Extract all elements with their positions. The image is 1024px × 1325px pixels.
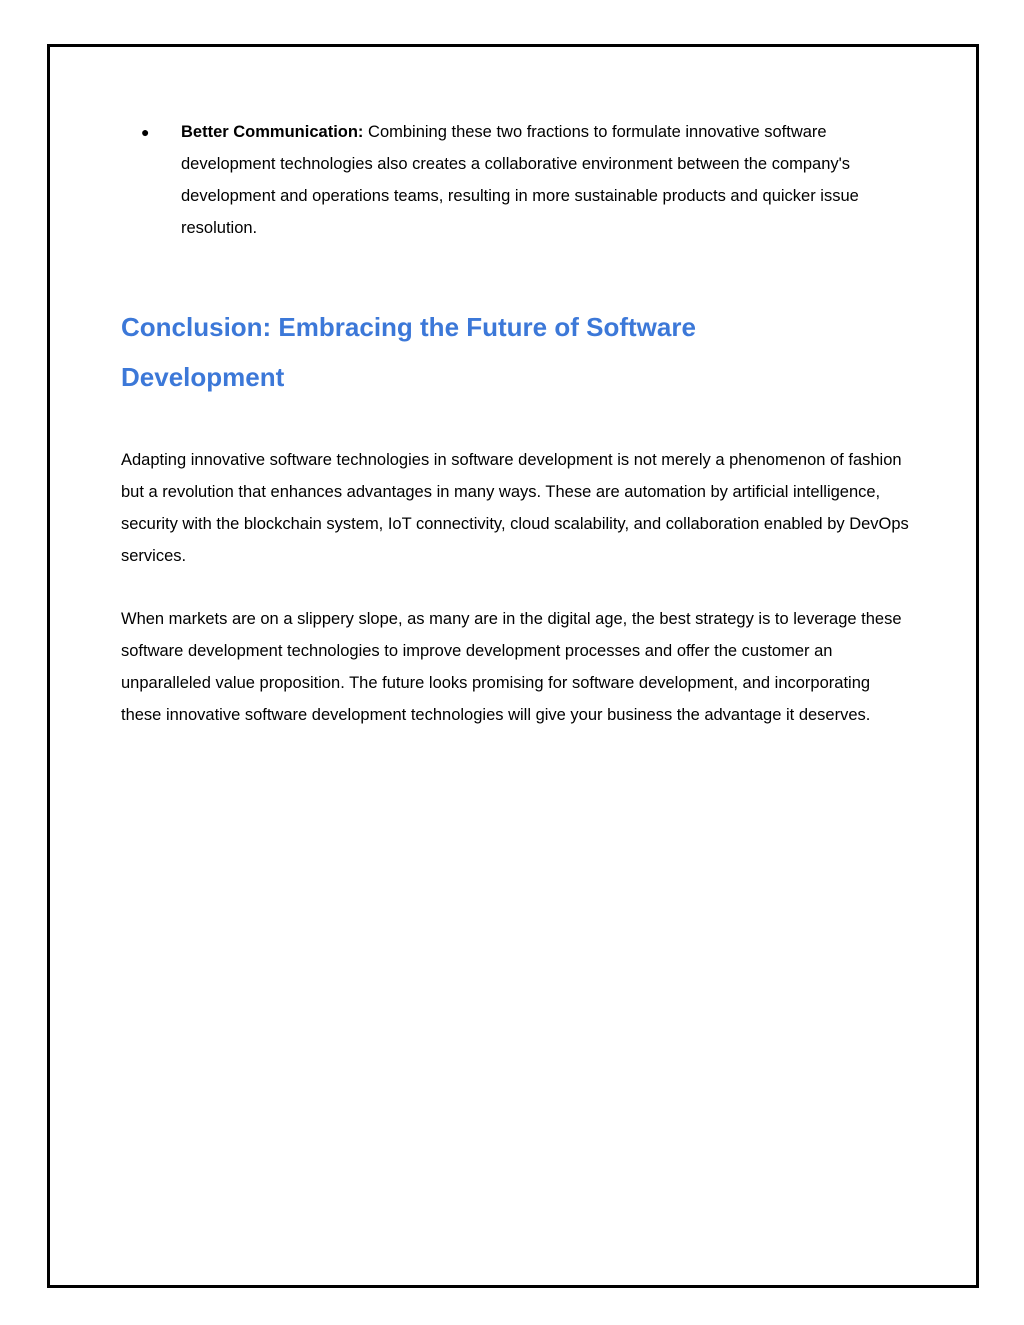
section-heading: Conclusion: Embracing the Future of Software Development	[121, 312, 696, 392]
bullet-list	[141, 116, 911, 244]
conclusion-paragraph-1: Adapting innovative software technologies in software development is not merely a phenomenon of fashion but a revolution that enhances advantages in many ways. These are automation by artificial intelligence, security with the blockchain system, IoT connectivity, cloud scalability, and collaboration enabled by DevOps services.	[121, 451, 909, 565]
bullet-dot-icon: ●	[141, 124, 150, 140]
bullet-text: Combining these two fractions to formulate innovative software development technologies also creates a collaborative environment between the company's development and operations teams, resulting in more sustainable products and quicker issue resolution.	[181, 123, 859, 237]
conclusion-paragraph-2: When markets are on a slippery slope, as many are in the digital age, the best strategy is to leverage these software development technologies to improve development processes and offer the customer an unparalleled value proposition. The future looks promising for software development, and incorporating these innovative software development technologies will give your business the advantage it deserves.	[121, 610, 902, 724]
bullet-term: Better Communication:	[181, 123, 364, 141]
list-item	[141, 116, 911, 244]
